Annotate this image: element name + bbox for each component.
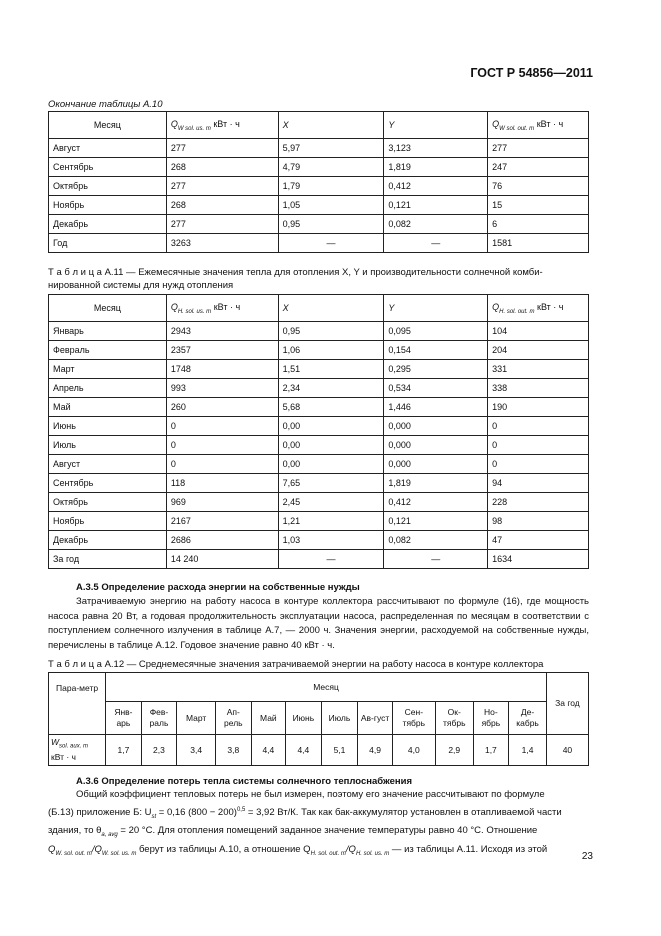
section-a35-title: А.3.5 Определение расхода энергии на собственные нужды bbox=[76, 582, 360, 593]
standard-header: ГОСТ Р 54856—2011 bbox=[470, 66, 593, 80]
month-label: Май bbox=[251, 702, 285, 735]
col-header-month: Месяц bbox=[49, 112, 167, 139]
col-header-y: Y bbox=[384, 112, 488, 139]
col-header-q-out: $Q_{H. sol. out. m}$ кВт · ч bbox=[488, 295, 589, 322]
col-header-y: Y bbox=[384, 295, 488, 322]
month-label: Июнь bbox=[286, 702, 322, 735]
year-value: 40 bbox=[546, 735, 588, 766]
section-a36-title: А.3.6 Определение потерь тепла системы солнечного теплоснабжения bbox=[76, 776, 413, 787]
month-label: Ап-рель bbox=[216, 702, 252, 735]
table-row: Ноябрь 268 1,05 0,121 15 bbox=[49, 196, 589, 215]
month-label: Фев-раль bbox=[141, 702, 177, 735]
month-label: Но-ябрь bbox=[473, 702, 509, 735]
table-row: Август 277 5,97 3,123 277 bbox=[49, 139, 589, 158]
col-header-x: X bbox=[278, 295, 384, 322]
table-a10-caption: Окончание таблицы А.10 bbox=[48, 99, 163, 110]
table-a11 bbox=[48, 294, 589, 569]
section-a36-text: Общий коэффициент тепловых потерь не был измерен, поэтому его значение рассчитывают по формуле (Б.13) приложение Б: $U_{st} = 0,16$ $(800 - 200)^{0,5} = 3,92$ Вт/К. Так как бак-аккумулятор установлен в отапливаемой части здания, то $\theta_{a, avg} = 20$ °С. Для отопления помещений заданное значение температуры равно 40 °С. Отношение $Q_{W. sol. out. m}/Q_{W. sol. us. m}$ берут из таблицы А.10, а отношение $Q_{H. sol. out. m}/Q_{H. sol. us. m}$ — из таблицы А.11. Исходя из этой bbox=[48, 789, 562, 857]
table-row: Октябрь 969 2,45 0,412 228 bbox=[49, 493, 589, 512]
table-row: За год 14 240 — — 1634 bbox=[49, 550, 589, 569]
table-row: Сентябрь 268 4,79 1,819 247 bbox=[49, 158, 589, 177]
month-label: Янв-арь bbox=[106, 702, 142, 735]
table-row: Декабрь 277 0,95 0,082 6 bbox=[49, 215, 589, 234]
month-label: Сен-тябрь bbox=[392, 702, 435, 735]
table-a11-caption: Т а б л и ц а А.11 — Ежемесячные значения тепла для отопления X, Y и производительности солнечной комби-нированной системы для нужд отопления bbox=[48, 267, 543, 291]
table-row: Июнь 0 0,00 0,000 0 bbox=[49, 417, 589, 436]
col-header-x: X bbox=[278, 112, 384, 139]
table-row: Март 1748 1,51 0,295 331 bbox=[49, 360, 589, 379]
year-header: За год bbox=[546, 673, 588, 735]
table-row: Ноябрь 2167 1,21 0,121 98 bbox=[49, 512, 589, 531]
month-header: Месяц bbox=[106, 673, 547, 702]
table-row: $W_{sol. aux. m}$ кВт · ч 1,7 2,3 3,4 3,8 4,4 4,4 5,1 4,9 4,0 2,9 1,7 1,4 40 bbox=[49, 735, 589, 766]
section-a35-text: Затрачиваемую энергию на работу насоса в контуре коллектора рассчитывают по формуле (16), где мощность насоса равна 20 Вт, а годовая продолжительность эксплуатации насоса, распределенная по месяцам в соответствии с поступлением солнечного излучения в таблице А.7, — 2000 ч. Значения энергии, расходуемой на собственные нужды, перечислены в таблице А.12. Годовое значение равно 40 кВт · ч. bbox=[48, 596, 589, 651]
table-a12-caption: Т а б л и ц а А.12 — Среднемесячные значения затрачиваемой энергии на работу насоса в контуре коллектора bbox=[48, 659, 544, 670]
table-row: Сентябрь 118 7,65 1,819 94 bbox=[49, 474, 589, 493]
table-a12 bbox=[48, 672, 589, 766]
col-header-q-out: $Q_{W sol. out. m}$ кВт · ч bbox=[488, 112, 589, 139]
col-header-q-used: $Q_{W sol. us. m}$ кВт · ч bbox=[166, 112, 278, 139]
table-row: Июль 0 0,00 0,000 0 bbox=[49, 436, 589, 455]
table-row: Октябрь 277 1,79 0,412 76 bbox=[49, 177, 589, 196]
page-number: 23 bbox=[581, 851, 593, 862]
param-header: Пара-метр bbox=[49, 673, 106, 735]
table-row: Год 3263 — — 1581 bbox=[49, 234, 589, 253]
table-row: Декабрь 2686 1,03 0,082 47 bbox=[49, 531, 589, 550]
month-label: Ок-тябрь bbox=[435, 702, 473, 735]
table-row: Февраль 2357 1,06 0,154 204 bbox=[49, 341, 589, 360]
table-row: Август 0 0,00 0,000 0 bbox=[49, 455, 589, 474]
table-row: Январь 2943 0,95 0,095 104 bbox=[49, 322, 589, 341]
table-a10 bbox=[48, 111, 589, 253]
col-header-q-used: $Q_{H. sol. us. m}$ кВт · ч bbox=[166, 295, 278, 322]
table-row: Май 260 5,68 1,446 190 bbox=[49, 398, 589, 417]
month-label: Ав-густ bbox=[358, 702, 392, 735]
param-label: $W_{sol. aux. m}$ кВт · ч bbox=[49, 735, 106, 766]
month-label: Март bbox=[177, 702, 216, 735]
month-label: Июль bbox=[321, 702, 358, 735]
col-header-month: Месяц bbox=[49, 295, 167, 322]
month-label: Де-кабрь bbox=[509, 702, 547, 735]
table-row: Апрель 993 2,34 0,534 338 bbox=[49, 379, 589, 398]
